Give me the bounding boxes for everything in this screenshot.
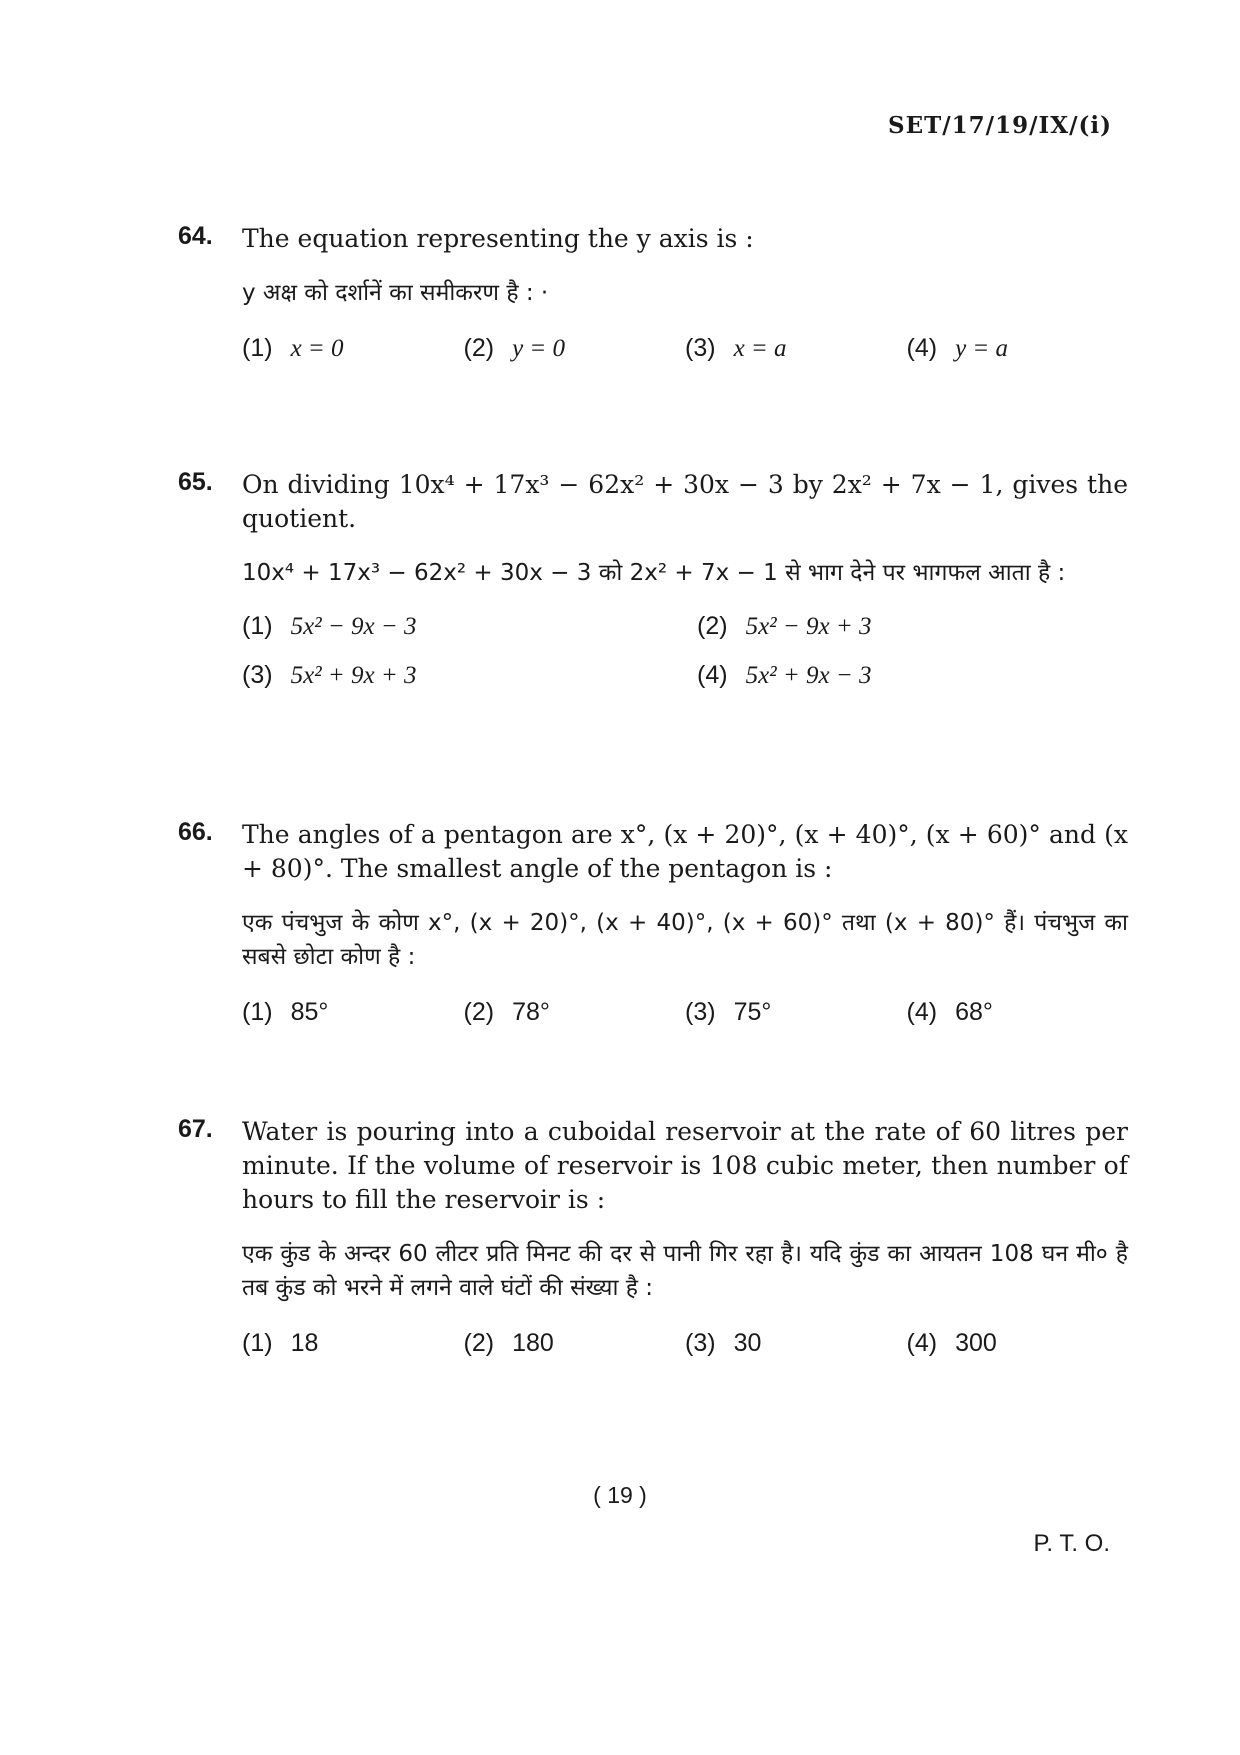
- option: (1) x = 0: [242, 334, 344, 362]
- option: (2) 5x² − 9x + 3: [697, 612, 872, 640]
- question-65: [178, 468, 1128, 690]
- options-row: [242, 334, 1128, 363]
- option: (3) 30: [685, 1329, 762, 1357]
- question-number: 66.: [178, 818, 213, 846]
- question-text-hindi: y अक्ष को दर्शानें का समीकरण है : ·: [242, 280, 549, 306]
- question-text-english: The angles of a pentagon are x°, (x + 20)°, (x + 40)°, (x + 60)° and (x + 80)°. The smallest angle of the pentagon is :: [242, 820, 1128, 883]
- option: (3) x = a: [685, 334, 787, 362]
- option: (3) 75°: [685, 998, 772, 1026]
- question-66: [178, 818, 1128, 1027]
- option: (1) 85°: [242, 998, 329, 1026]
- option: (4) 68°: [906, 998, 993, 1026]
- options-row: [242, 1329, 1128, 1358]
- question-number: 65.: [178, 468, 213, 496]
- option: (1) 5x² − 9x − 3: [242, 612, 417, 640]
- option: (2) 78°: [463, 998, 550, 1026]
- question-64: [178, 222, 1128, 363]
- question-number: 64.: [178, 222, 213, 250]
- option: (1) 18: [242, 1329, 319, 1357]
- question-67: [178, 1115, 1128, 1358]
- options-grid: [242, 612, 1128, 690]
- page-number: ( 19 ): [593, 1482, 647, 1508]
- option: (4) 5x² + 9x − 3: [697, 661, 872, 689]
- option: (2) 180: [463, 1329, 554, 1357]
- option: (2) y = 0: [463, 334, 566, 362]
- paper-code: SET/17/19/IX/(i): [888, 112, 1112, 139]
- question-text-english: On dividing 10x⁴ + 17x³ − 62x² + 30x − 3 by 2x² + 7x − 1, gives the quotient.: [242, 470, 1128, 533]
- question-text-english: Water is pouring into a cuboidal reservoir at the rate of 60 litres per minute. If the volume of reservoir is 108 cubic meter, then number of hours to fill the reservoir is :: [242, 1117, 1128, 1214]
- question-text-hindi: एक पंचभुज के कोण x°, (x + 20)°, (x + 40)°, (x + 60)° तथा (x + 80)° हैं। पंचभुज का सबसे छोटा कोण है :: [242, 910, 1128, 970]
- question-number: 67.: [178, 1115, 213, 1143]
- option: (4) 300: [906, 1329, 997, 1357]
- please-turn-over: P. T. O.: [1033, 1530, 1110, 1557]
- options-row: [242, 998, 1128, 1027]
- question-text-hindi: एक कुंड के अन्दर 60 लीटर प्रति मिनट की दर से पानी गिर रहा है। यदि कुंड का आयतन 108 घन मी० है तब कुंड को भरने में लगने वाले घंटों की संख्या है :: [242, 1241, 1128, 1301]
- option: (3) 5x² + 9x + 3: [242, 661, 417, 689]
- question-text-hindi: 10x⁴ + 17x³ − 62x² + 30x − 3 को 2x² + 7x − 1 से भाग देने पर भागफल आता है :: [242, 560, 1066, 586]
- option: (4) y = a: [906, 334, 1009, 362]
- question-text-english: The equation representing the y axis is :: [242, 224, 754, 253]
